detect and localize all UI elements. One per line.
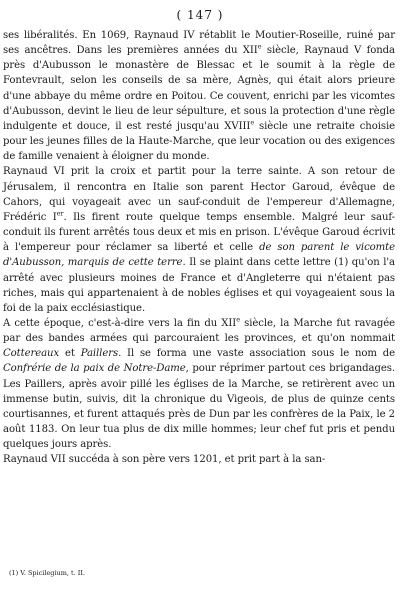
text-run: . Ils firent route quelque temps ensemble. Malgré leur sauf-conduit ils furent arrêtés tous deux et mis en prison. L'évêque Garoud écrivit à l'empereur pour réclamer sa liberté et celle — [3, 211, 395, 254]
text-run: siècle, la Marche fut ravagée par des bandes armées qui parcouraient les provinces, et qu'on nommait — [3, 317, 396, 345]
superscript: e — [250, 118, 255, 127]
superscript: e — [257, 42, 262, 51]
text-run: Raynaud VII succéda à son père vers 1201, et prit part à la san- — [3, 454, 326, 466]
text-run: siècle, Raynaud V fonda près d'Aubusson le monastère de Blessac et le soumit à la règle de Fontevrault, selon les conseils de sa mère, Agnès, qui était alors prieure d'une abbaye du même ordre en Poitou. Ce couvent, enrichi par les vicomtes d'Aubusson, devint le lieu de leur sépulture, et sous la protection d'une règle indulgente et douce, il est resté jusqu'au XVIII — [3, 45, 395, 132]
italic-text: Paillers — [80, 348, 119, 360]
text-run: Raynaud VI prit la croix et partit pour la terre sainte. A son retour de Jérusalem, il rencontra en Italie son parent Hector Garoud, évêque de Cahors, qui voyageait avec un sauf-conduit de l'empereur d'Allemagne, Frédéric I — [3, 166, 395, 223]
superscript: e — [236, 315, 240, 324]
paragraph — [3, 316, 395, 452]
paragraph — [3, 452, 395, 467]
superscript: er — [56, 209, 64, 218]
paragraph — [3, 28, 395, 164]
text-run: . Il se plaint dans cette lettre (1) qu'on l'a arrêté avec plusieurs moines de France et d'Angleterre qui n'étaient pas riches, mais qui appartenaient à de nobles églises et qui voyageaient sous la foi de la paix ecclésiastique. — [3, 257, 395, 314]
italic-text: Cottereaux — [3, 348, 60, 360]
text-run: et — [59, 348, 81, 360]
italic-text: Confrérie de la paix de Notre-Dame — [3, 363, 186, 375]
text-run: . Il se forma une vaste association sous le nom de — [118, 348, 395, 360]
body-text — [3, 28, 395, 468]
paragraph — [3, 164, 395, 316]
footnote: (1) V. Spicilegium, t. II. — [9, 569, 85, 577]
text-run: , pour réprimer partout ces brigandages. Les Paillers, après avoir pillé les églises de la Marche, se retirèrent avec un immense butin, suivis, dit la chronique du Vigeois, de plus de quinze cents courtisannes, et furent attaqués près de Dun par les confrères de la Paix, le 2 août 1183. On leur tua plus de dix mille hommes; leur chef fut pris et pendu quelques jours après. — [3, 363, 396, 451]
text-run: A cette époque, c'est-à-dire vers la fin du XII — [3, 317, 237, 329]
text-run: ses libéralités. En 1069, Raynaud IV rétablit le Moutier-Roseille, ruiné par ses ancêtres. Dans les premières années du XII — [3, 30, 395, 57]
italic-text: de son parent le vicomte d'Aubusson, marquis de cette terre — [3, 242, 395, 269]
text-run: siècle une retraite choisie pour les jeunes filles de la Haute-Marche, que leur vocation ou des exigences de famille venaient à éloigner du monde. — [3, 120, 395, 163]
page-number: ( 147 ) — [176, 8, 224, 22]
